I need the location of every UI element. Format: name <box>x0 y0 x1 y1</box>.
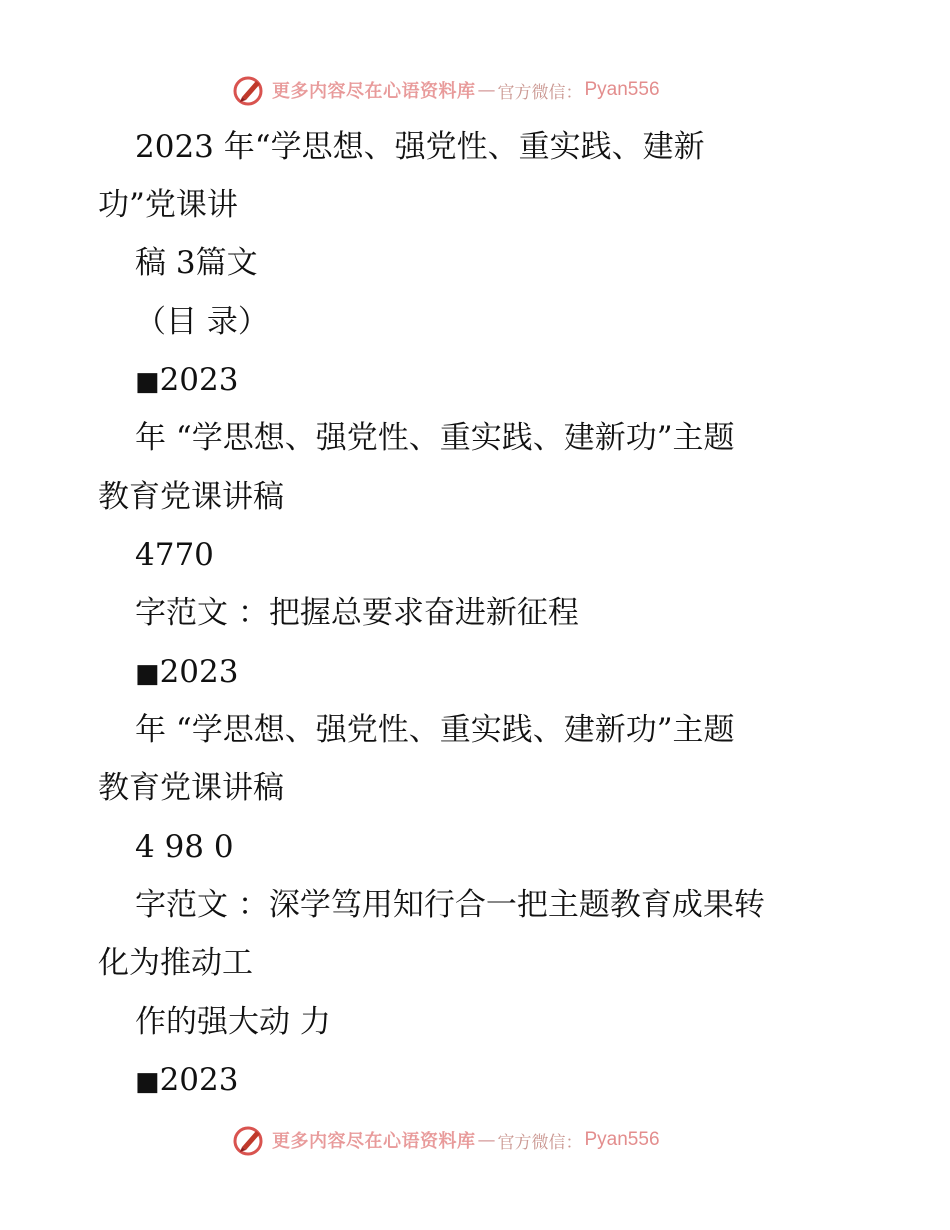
title-line-2: 功”党课讲 <box>98 187 238 223</box>
watermark-account: Pyan556 <box>584 1129 660 1150</box>
toc-item-2-title: 年 “学思想、强党性、重实践、建新功”主题 <box>135 712 735 748</box>
bullet-square-icon: ■ <box>135 367 160 397</box>
toc-item-2-subtitle-cont: 化为推动工 <box>98 945 253 981</box>
toc-item-2-subtitle-end: 作的强大动 力 <box>135 1004 331 1040</box>
toc-item-1-subtitle: 字范文 ：把握总要求奋进新征程 <box>135 595 579 631</box>
toc-item-1-title: 年 “学思想、强党性、重实践、建新功”主题 <box>135 420 735 456</box>
bullet-square-icon: ■ <box>135 1067 160 1097</box>
watermark-separator: — <box>477 1129 496 1151</box>
watermark-account: Pyan556 <box>584 79 660 100</box>
watermark-footer <box>232 1120 660 1160</box>
toc-item-2-count: 4 98 0 <box>135 829 234 865</box>
pen-logo-icon <box>232 1123 266 1157</box>
toc-item-1-title-cont: 教育党课讲稿 <box>98 479 284 515</box>
title-line-1: 2023 年“学思想、强党性、重实践、建新 <box>135 129 705 165</box>
pen-logo-icon <box>232 73 266 107</box>
title-line-3: 稿 3篇文 <box>135 245 258 281</box>
watermark-separator: — <box>477 79 496 101</box>
toc-item-1-year: ■2023 <box>135 362 239 398</box>
toc-item-2-title-cont: 教育党课讲稿 <box>98 770 284 806</box>
toc-item-1-count: 4770 <box>135 537 214 573</box>
toc-item-2-year: ■2023 <box>135 654 239 690</box>
watermark-header <box>232 70 660 110</box>
bullet-square-icon: ■ <box>135 659 160 689</box>
watermark-main-text: 更多内容尽在心语资料库 <box>272 81 476 102</box>
watermark-label: 官方微信： <box>497 1132 583 1153</box>
watermark-label: 官方微信： <box>497 82 583 103</box>
toc-item-3-year: ■2023 <box>135 1062 239 1098</box>
toc-heading: （目 录） <box>135 304 269 340</box>
toc-item-2-subtitle: 字范文 ：深学笃用知行合一把主题教育成果转 <box>135 887 765 923</box>
watermark-main-text: 更多内容尽在心语资料库 <box>272 1131 476 1152</box>
